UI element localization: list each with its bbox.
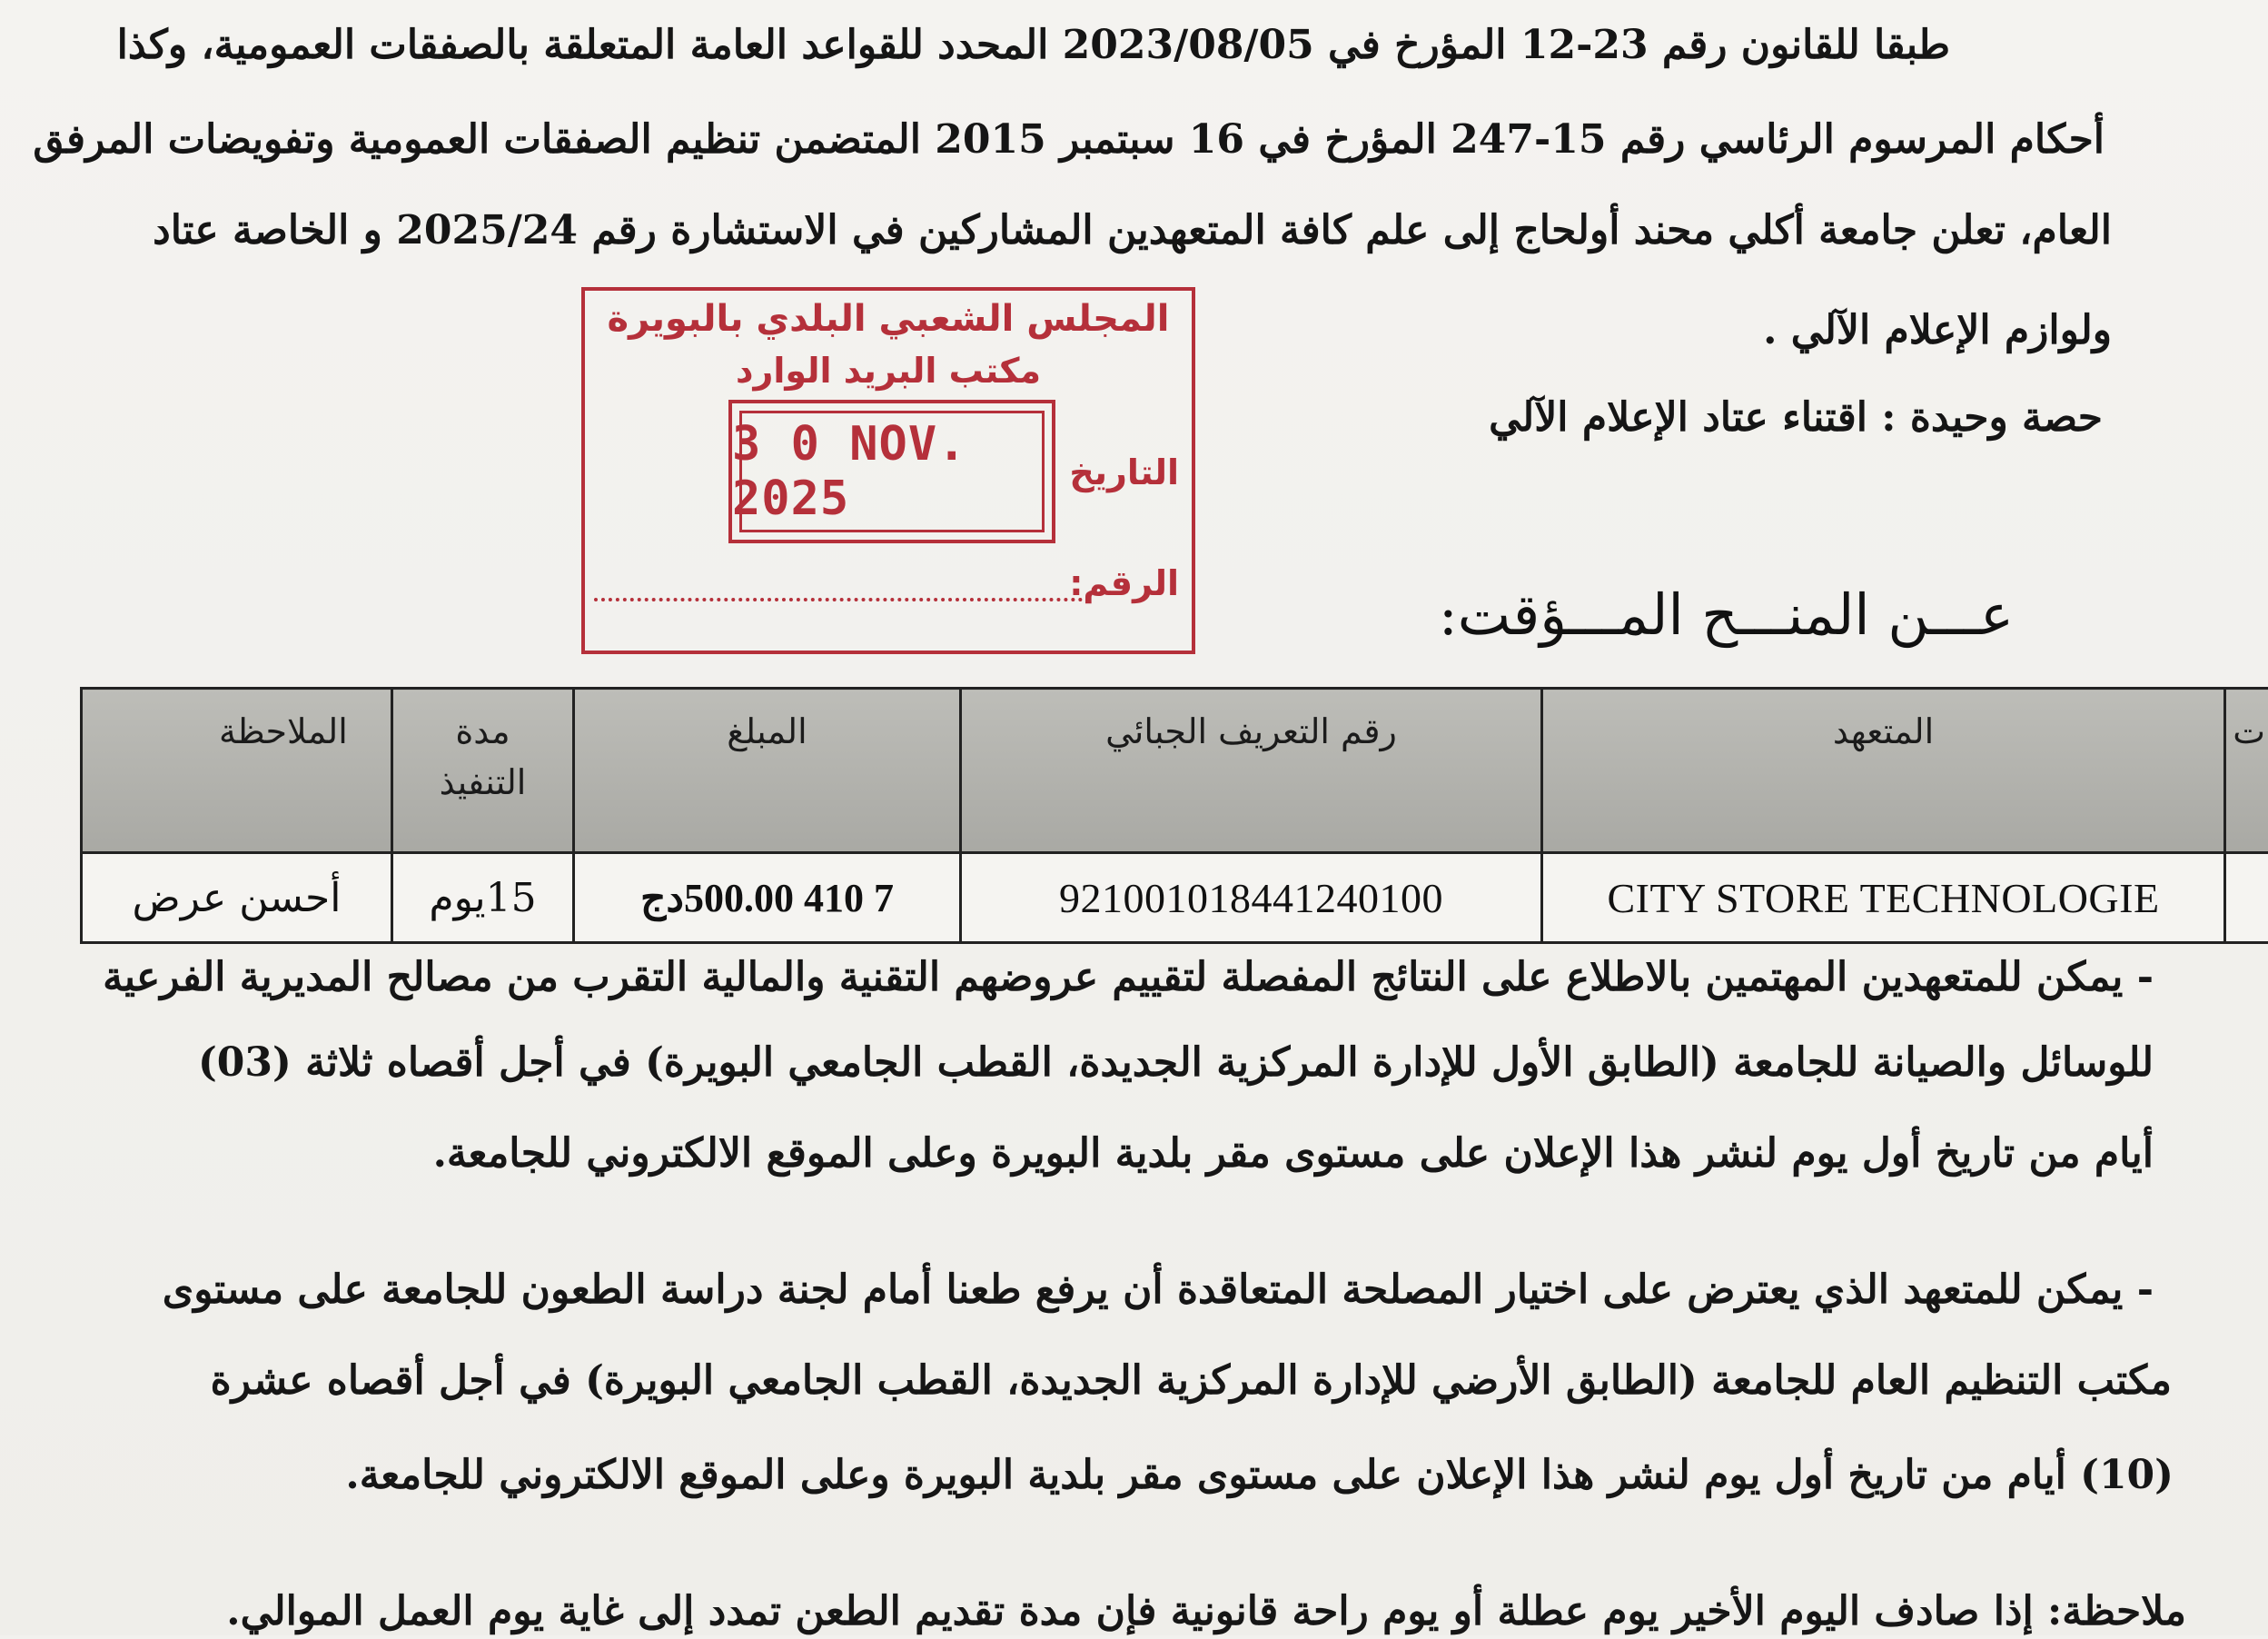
header-partial: ت bbox=[2225, 689, 2268, 853]
stamp-number-dotted-line bbox=[594, 598, 1083, 601]
intro-line-1: طبقا للقانون رقم 23-12 المؤرخ في 2023/08/05 المحدد للقواعد العامة المتعلقة بالصفقات العمومية، وكذا bbox=[117, 18, 1950, 73]
incoming-mail-stamp bbox=[581, 287, 1195, 654]
header-remark: الملاحظة bbox=[82, 689, 392, 853]
stamp-date-label: التاريخ bbox=[1069, 452, 1179, 492]
cell-duration: 15يوم bbox=[392, 853, 574, 943]
award-table bbox=[80, 687, 2268, 944]
paragraph-1-line-2: للوسائل والصيانة للجامعة (الطابق الأول للإدارة المركزية الجديدة، القطب الجامعي البويرة) في أجل أقصاه ثلاثة (03) bbox=[198, 1036, 2154, 1090]
section-title: عـــن المنـــح المـــؤقت: bbox=[1439, 581, 2014, 648]
paragraph-2-line-1: - يمكن للمتعهد الذي يعترض على اختيار المصلحة المتعاقدة أن يرفع طعنا أمام لجنة دراسة الطعون للجامعة على مستوى bbox=[163, 1263, 2154, 1317]
paragraph-2-line-3: (10) أيام من تاريخ أول يوم لنشر هذا الإعلان على مستوى مقر بلدية البويرة وعلى الموقع الالكتروني للجامعة. bbox=[345, 1448, 2174, 1503]
stamp-number-label: الرقم: bbox=[1069, 563, 1179, 603]
note-line: ملاحظة: إذا صادف اليوم الأخير يوم عطلة أو يوم راحة قانونية فإن مدة تقديم الطعن تمدد إلى غاية يوم العمل الموالي. bbox=[226, 1584, 2186, 1639]
stamp-date: 3 0 NOV. 2025 bbox=[732, 417, 1052, 526]
table-header-row bbox=[82, 689, 2268, 853]
cell-remark: أحسن عرض bbox=[82, 853, 392, 943]
paragraph-1-line-1: - يمكن للمتعهدين المهتمين بالاطلاع على النتائج المفصلة لتقييم عروضهم التقنية والمالية التقرب من مصالح المديرية الفرعية bbox=[103, 950, 2154, 1005]
table-row bbox=[82, 853, 2268, 943]
stamp-date-box bbox=[728, 400, 1055, 543]
intro-line-4: ولوازم الإعلام الآلي . bbox=[1763, 303, 2112, 358]
stamp-line-1: المجلس الشعبي البلدي بالبويرة bbox=[585, 298, 1192, 340]
lot-line: حصة وحيدة : اقتناء عتاد الإعلام الآلي bbox=[1489, 391, 2103, 445]
header-duration: مدة التنفيذ bbox=[392, 689, 574, 853]
cell-partial bbox=[2225, 853, 2268, 943]
stamp-line-2: مكتب البريد الوارد bbox=[585, 351, 1192, 391]
intro-line-2: أحكام المرسوم الرئاسي رقم 15-247 المؤرخ في 16 سبتمبر 2015 المتضمن تنظيم الصفقات العمومية وتفويضات المرفق bbox=[33, 113, 2105, 167]
cell-amount: 7 410 500.00دج bbox=[574, 853, 961, 943]
intro-line-3: العام، تعلن جامعة أكلي محند أولحاج إلى علم كافة المتعهدين المشاركين في الاستشارة رقم 2025/24 و الخاصة عتاد bbox=[153, 204, 2112, 258]
cell-tax-id: 921001018441240100 bbox=[961, 853, 1542, 943]
header-amount: المبلغ bbox=[574, 689, 961, 853]
header-bidder: المتعهد bbox=[1542, 689, 2225, 853]
paragraph-1-line-3: أيام من تاريخ أول يوم لنشر هذا الإعلان على مستوى مقر بلدية البويرة وعلى الموقع الالكتروني للجامعة. bbox=[433, 1127, 2154, 1181]
paragraph-2-line-2: مكتب التنظيم العام للجامعة (الطابق الأرضي للإدارة المركزية الجديدة، القطب الجامعي البويرة) في أجل أقصاه عشرة bbox=[211, 1354, 2172, 1408]
header-tax-id: رقم التعريف الجبائي bbox=[961, 689, 1542, 853]
cell-bidder: CITY STORE TECHNOLOGIE bbox=[1542, 853, 2225, 943]
